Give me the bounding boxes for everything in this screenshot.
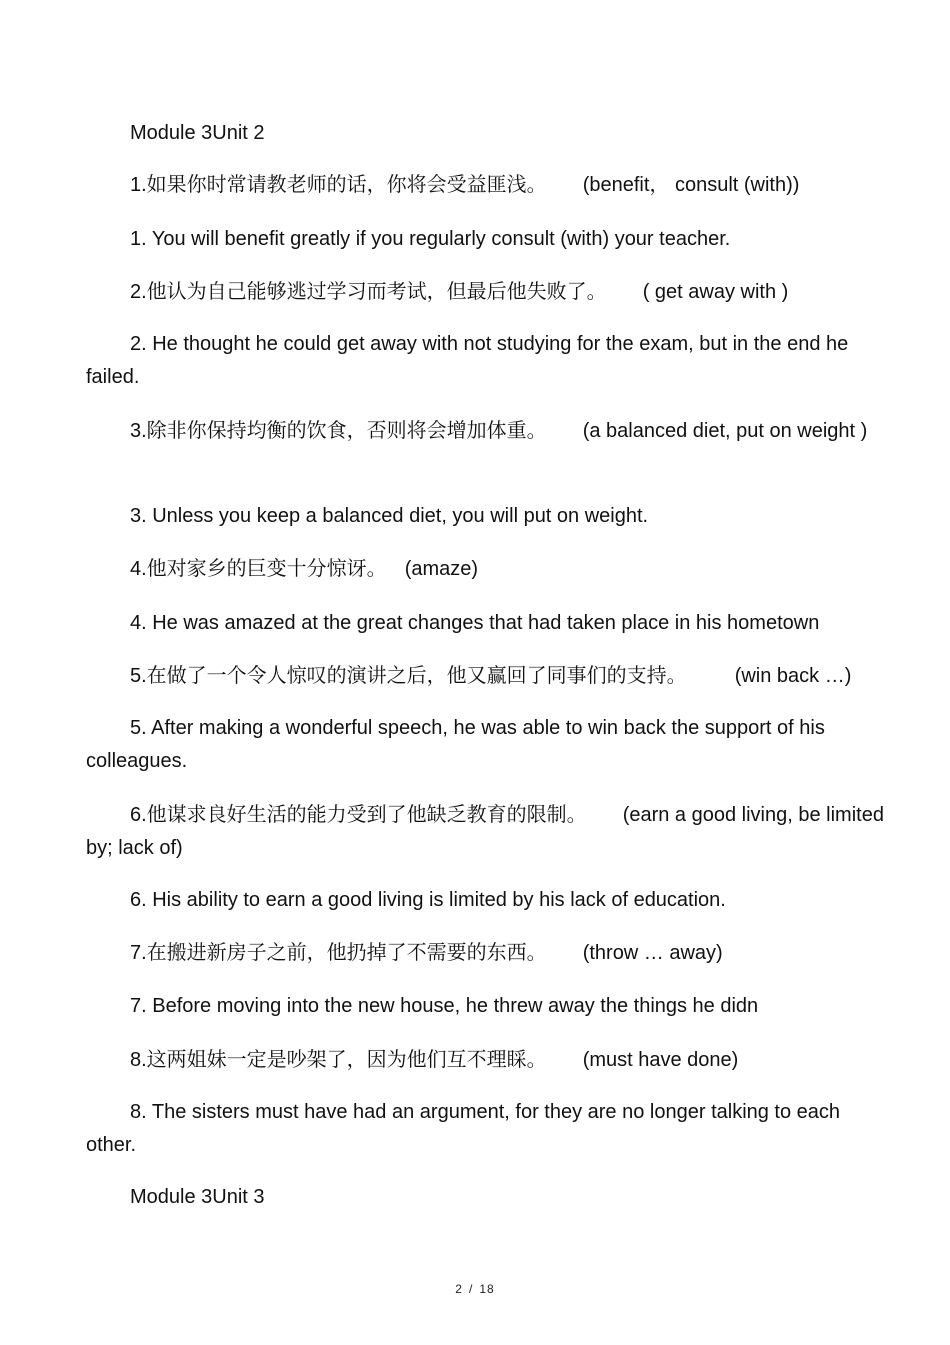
keyword-hint: (amaze)	[404, 558, 479, 580]
keyword-hint: (win back …)	[734, 665, 852, 687]
keyword-hint: (must have done)	[582, 1049, 739, 1071]
chinese-sentence	[86, 169, 886, 202]
chinese-text: 7.在搬进新房子之前，他扔掉了不需要的东西。	[130, 942, 547, 964]
page-number	[0, 1282, 950, 1296]
chinese-sentence	[86, 415, 886, 448]
chinese-sentence	[86, 553, 886, 586]
english-translation: 6. His ability to earn a good living is limited by his lack of education.	[130, 889, 726, 911]
chinese-text: 3.除非你保持均衡的饮食，否则将会增加体重。	[130, 420, 547, 442]
chinese-sentence	[86, 937, 886, 970]
chinese-text: 6.他谋求良好生活的能力受到了他缺乏教育的限制。	[130, 804, 587, 826]
module-heading: Module 3Unit 2	[130, 122, 265, 144]
english-translation: 7. Before moving into the new house, he threw away the things he didn	[130, 995, 759, 1017]
english-translation: 8. The sisters must have had an argument, for they are no longer talking to each other.	[86, 1101, 841, 1156]
chinese-text: 5.在做了一个令人惊叹的演讲之后，他又赢回了同事们的支持。	[130, 665, 687, 687]
english-translation: 5. After making a wonderful speech, he was able to win back the support of his colleagues.	[86, 717, 825, 772]
chinese-sentence	[86, 660, 886, 693]
english-translation: 2. He thought he could get away with not studying for the exam, but in the end he failed.	[86, 333, 849, 388]
chinese-text: 1.如果你时常请教老师的话，你将会受益匪浅。	[130, 174, 547, 196]
keyword-hint: (a balanced diet, put on weight )	[582, 420, 868, 442]
page-separator: /	[468, 1282, 474, 1296]
chinese-text: 4.他对家乡的巨变十分惊讶。	[130, 558, 387, 580]
chinese-sentence	[86, 799, 886, 865]
chinese-sentence	[86, 276, 886, 309]
total-pages: 18	[479, 1282, 495, 1296]
module-heading: Module 3Unit 3	[130, 1186, 265, 1208]
chinese-text: 8.这两姐妹一定是吵架了，因为他们互不理睬。	[130, 1049, 547, 1071]
english-translation: 3. Unless you keep a balanced diet, you will put on weight.	[130, 505, 649, 527]
current-page: 2	[455, 1282, 463, 1296]
english-translation: 1. You will benefit greatly if you regularly consult (with) your teacher.	[130, 228, 731, 250]
keyword-hint: (throw … away)	[582, 942, 723, 964]
keyword-hint: (benefit， consult (with))	[582, 174, 800, 196]
keyword-hint: (earn a good living, be limited by; lack of)	[86, 804, 884, 859]
chinese-sentence	[86, 1044, 886, 1077]
english-translation: 4. He was amazed at the great changes that had taken place in his hometown	[130, 612, 820, 634]
chinese-text: 2.他认为自己能够逃过学习而考试，但最后他失败了。	[130, 281, 607, 303]
keyword-hint: ( get away with )	[642, 281, 789, 303]
